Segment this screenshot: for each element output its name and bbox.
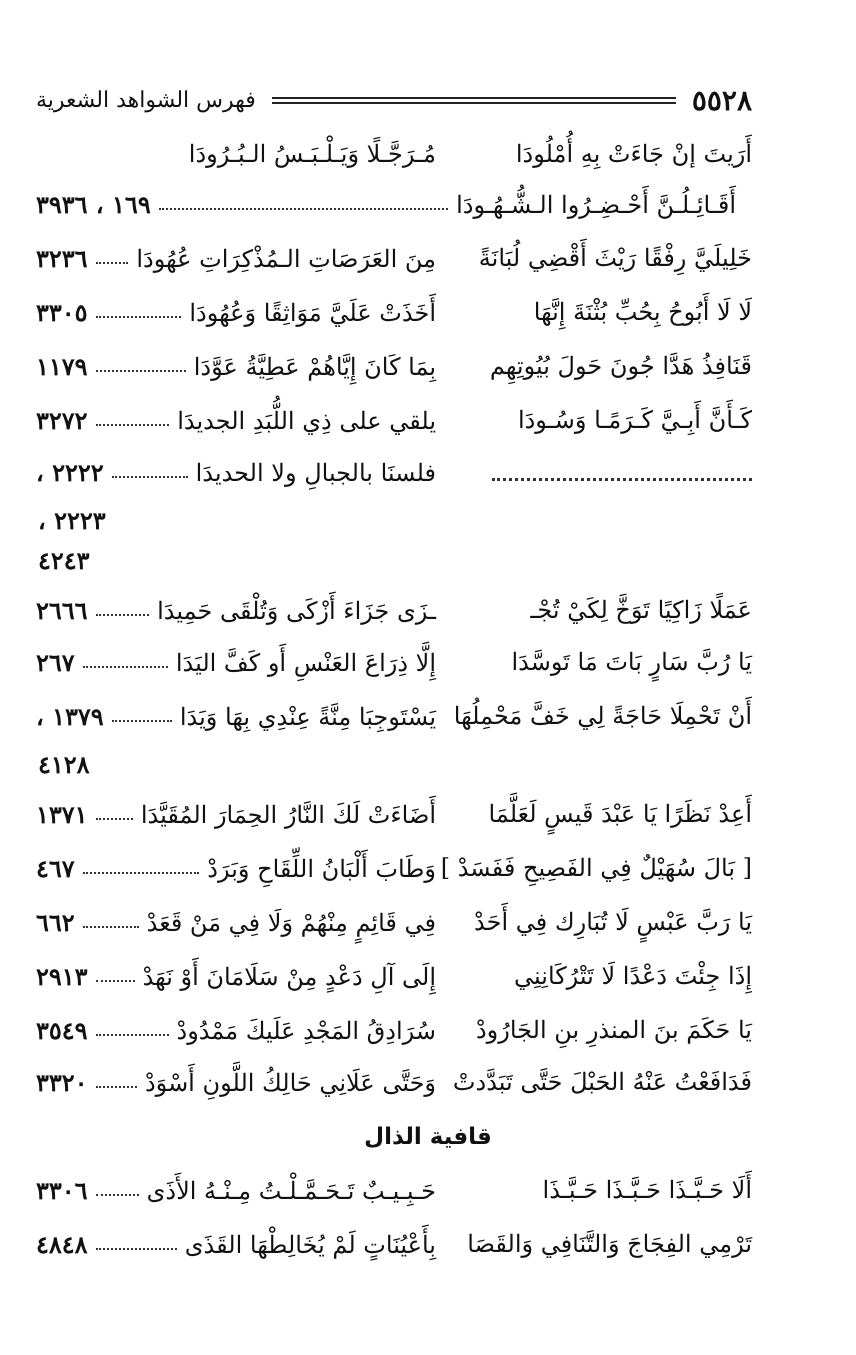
reference-numbers: ٦٦٢	[36, 908, 75, 937]
second-hemistich	[36, 1176, 436, 1205]
second-hemistich	[36, 406, 436, 435]
reference-numbers: ١٣٧١	[36, 800, 88, 829]
leader-dots	[96, 1085, 137, 1088]
leader-dots	[96, 1033, 169, 1036]
verse-line	[36, 1016, 752, 1060]
verse-line	[36, 908, 752, 952]
second-hemistich	[36, 190, 736, 219]
leader-dots	[83, 871, 200, 874]
leader-dots	[112, 719, 172, 722]
hemistich-text: يَسْتَوجِبَا مِنَّةً عِنْدِي بِهَا وَيَدَا	[179, 702, 436, 731]
second-hemistich	[36, 1016, 436, 1045]
reference-numbers: ١١٧٩	[36, 352, 88, 381]
hemistich-text: أَضَاءَتْ لَكَ النَّارُ الحِمَارَ المُقَيَّدَا	[140, 800, 436, 829]
hemistich-text: حَـبِـيـبٌ تَـحَـمَّـلْـتُ مِـنْـهُ الأَذَى	[146, 1176, 436, 1205]
verse-line	[36, 140, 752, 184]
reference-numbers: ١٣٧٩ ،	[36, 702, 104, 731]
second-hemistich	[36, 140, 436, 168]
verse-line	[36, 1068, 752, 1112]
leader-dots	[112, 475, 188, 478]
verse-line	[36, 962, 752, 1006]
first-hemistich: فَدَافَعْتُ عَنْهُ الحَبْلَ حَتَّى تَبَدَّدتْ	[452, 1068, 752, 1096]
leader-dots	[96, 979, 135, 982]
first-hemistich: يَا رُبَّ سَارٍ بَاتَ مَا تَوسَّدَا	[511, 648, 752, 676]
hemistich-text: فِي قَائِمٍ مِنْهُمْ وَلَا فِي مَنْ قَعَدْ	[146, 908, 436, 937]
first-hemistich: خَلِيلَيَّ رِفْقًا رَيْثَ أَقْضِي لُبَانَةً	[478, 244, 752, 272]
reference-numbers: ٣٢٧٢	[36, 406, 88, 435]
hemistich-text: بِمَا كَانَ إِيَّاهُمْ عَطِيَّةُ عَوَّدَا	[193, 352, 436, 381]
leader-dots	[96, 817, 133, 820]
verse-line	[36, 1230, 752, 1274]
leader-dots	[83, 665, 168, 668]
verse-line	[36, 458, 752, 502]
leader-dots	[83, 925, 139, 928]
first-hemistich: لَا لَا أَبُوحُ بِحُبِّ بُثْنَةَ إِنَّهَا	[533, 298, 752, 326]
verse-line	[36, 800, 752, 844]
hemistich-text: مِنَ العَرَصَاتِ الـمُذْكِرَاتِ عُهُودَا	[136, 244, 436, 273]
first-hemistich: إِذَا جِئْتَ دَعْدًا لَا تَتْرُكَانِنِي	[514, 962, 752, 990]
reference-numbers: ١٦٩ ، ٣٩٣٦	[36, 190, 151, 219]
first-hemistich: كَـأَنَّ أَبِـيَّ كَـرَمًـا وَسُـودَا	[517, 406, 752, 434]
leader-dots	[96, 315, 182, 318]
first-hemistich: يَا رَبَّ عَبْسٍ لَا تُبَارِك فِي أَحَدْ	[474, 908, 752, 936]
reference-numbers: ٤٦٧	[36, 854, 75, 883]
hemistich-text: وَحَتَّى عَلَانِي حَالِكُ اللَّونِ أَسْوَدْ	[144, 1068, 436, 1097]
leader-dots	[96, 613, 150, 616]
second-hemistich	[36, 800, 436, 829]
verse-line	[36, 190, 752, 234]
hemistich-text: بِأَعْيُنَاتٍ لَمْ يُخَالِطْهَا القَذَى	[184, 1230, 436, 1259]
reference-numbers: ٣٢٣٦	[36, 244, 88, 273]
second-hemistich	[36, 1230, 436, 1259]
second-hemistich	[36, 298, 436, 327]
hemistich-text: أَخَذَتْ عَلَيَّ مَوَاثِقًا وَعُهُودَا	[189, 298, 436, 327]
first-hemistich: أَنْ تَحْمِلَا حَاجَةً لِي خَفَّ مَحْمِلُهَا	[453, 702, 752, 730]
leader-dots	[96, 261, 129, 264]
verse-line	[36, 244, 752, 288]
hemistich-text: إِلَى آلِ دَعْدٍ مِنْ سَلَامَانَ أَوْ نَهَدْ	[142, 962, 436, 991]
leader-dots	[96, 1247, 177, 1250]
header-title: فهرس الشواهد الشعرية	[36, 87, 256, 113]
verse-line	[36, 1176, 752, 1220]
reference-numbers: ٢٩١٣	[36, 962, 88, 991]
second-hemistich	[36, 352, 436, 381]
first-hemistich: قَنَافِذُ هَدَّا جُونَ حَولَ بُيُوتِهِم	[489, 352, 752, 380]
verse-line	[36, 702, 752, 746]
second-hemistich	[36, 458, 436, 487]
verse-line	[36, 352, 752, 396]
page-number: ٥٥٢٨	[691, 83, 752, 117]
reference-numbers: ٤٨٤٨	[36, 1230, 88, 1259]
section-title: قافية الذال	[364, 1124, 492, 1150]
hemistich-text: مُـرَجَّـلًا وَيَـلْـبَـسُ الـبُـرُودَا	[188, 140, 436, 168]
second-hemistich	[36, 648, 436, 677]
leader-dots	[96, 423, 170, 426]
reference-continuation: ٢٢٢٣ ،	[38, 506, 106, 535]
second-hemistich	[36, 962, 436, 991]
page-header	[36, 80, 752, 120]
hemistich-text: ـزَى جَزَاءَ أَزْكَى وَتُلْقَى حَمِيدَا	[157, 596, 436, 625]
reference-numbers: ٣٥٤٩	[36, 1016, 88, 1045]
first-hemistich: أَعِدْ نَظَرًا يَا عَبْدَ قَيسٍ لَعَلَّمَا	[488, 800, 752, 828]
reference-numbers: ٣٣٠٦	[36, 1176, 88, 1205]
verse-line	[36, 854, 752, 898]
second-hemistich	[36, 908, 436, 937]
second-hemistich	[36, 854, 436, 883]
reference-numbers: ٢٦٧	[36, 648, 75, 677]
reference-numbers: ٣٣٠٥	[36, 298, 88, 327]
second-hemistich	[36, 244, 436, 273]
omitted-hemistich-dots	[492, 458, 752, 481]
second-hemistich	[36, 1068, 436, 1097]
reference-numbers: ٢٢٢٢ ،	[36, 458, 104, 487]
hemistich-text: سُرَادِقُ المَجْدِ عَلَيكَ مَمْدُودْ	[176, 1016, 436, 1045]
hemistich-text: إِلَّا ذِرَاعَ العَنْسِ أَو كَفَّ اليَدَا	[175, 648, 436, 677]
first-hemistich: عَمَلًا زَاكِيًا تَوَخَّ لِكَيْ تُجْـ	[530, 596, 752, 624]
second-hemistich	[36, 596, 436, 625]
reference-numbers: ٢٦٦٦	[36, 596, 88, 625]
reference-numbers: ٣٣٢٠	[36, 1068, 88, 1097]
first-hemistich: أَلَا حَـبَّـذَا حَـبَّـذَا حَـبَّـذَا	[542, 1176, 752, 1204]
leader-dots	[96, 369, 186, 372]
leader-dots	[159, 207, 448, 210]
reference-continuation: ٤٢٤٣	[38, 546, 90, 575]
hemistich-text: فلسنَا بالجبالِ ولا الحديدَا	[195, 458, 436, 487]
first-hemistich: [ بَالَ سُهَيْلٌ فِي الفَصِيحِ فَفَسَدْ ]	[440, 854, 752, 882]
leader-dots	[96, 1193, 139, 1196]
first-hemistich: أَرَيتَ إنْ جَاءَتْ بِهِ أُمْلُودَا	[515, 140, 752, 168]
hemistich-text: يلقي على ذِي اللُّبَدِ الجديدَا	[177, 406, 436, 435]
verse-line	[36, 648, 752, 692]
verse-line	[36, 596, 752, 640]
first-hemistich: تَرْمِي الفِجَاجَ وَالتَّنَافِي وَالقَصَا	[467, 1230, 752, 1258]
second-hemistich	[36, 702, 436, 731]
hemistich-text: وَطَابَ أَلْبَانُ اللِّقَاحِ وَبَرَدْ	[207, 854, 436, 883]
header-rule	[272, 97, 676, 104]
hemistich-text: أَقَـائِـلُـنَّ أَحْـضِـرُوا الـشُّـهُـودَا	[456, 190, 736, 219]
first-hemistich: يَا حَكَمَ بنَ المنذرِ بنِ الجَارُودْ	[475, 1016, 752, 1044]
verse-line	[36, 298, 752, 342]
verse-line	[36, 406, 752, 450]
reference-continuation: ٤١٢٨	[38, 750, 90, 779]
